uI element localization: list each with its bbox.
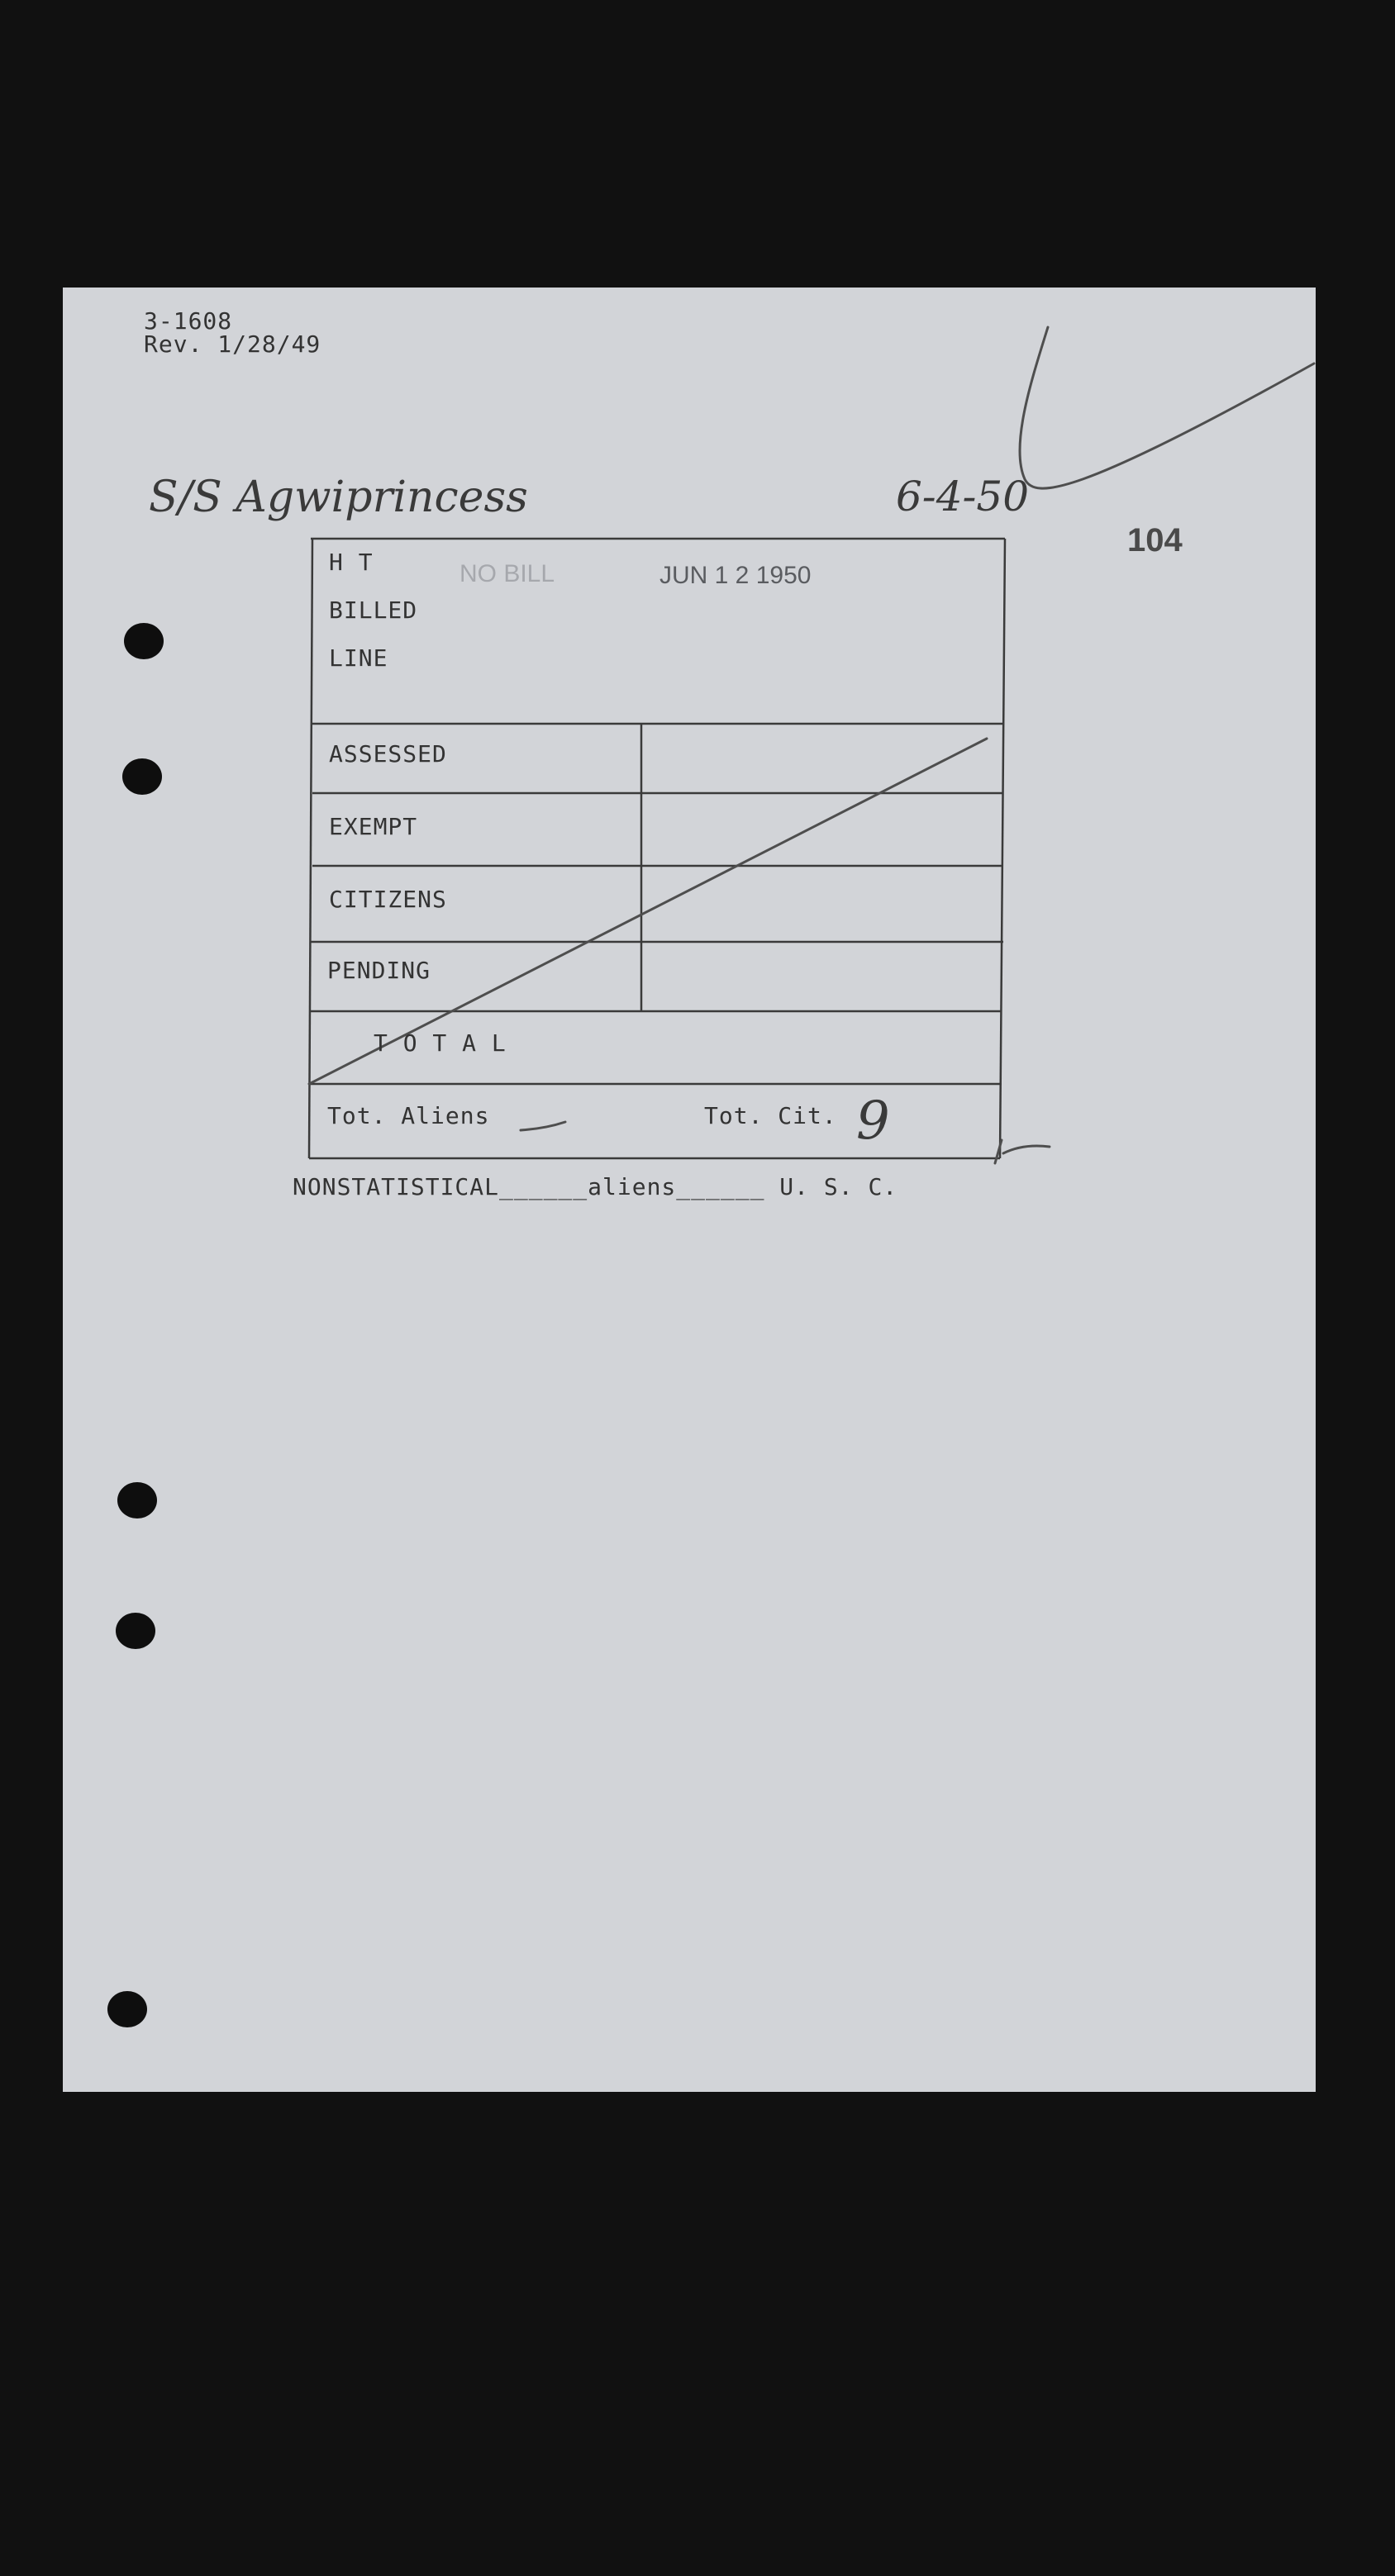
- tot-aliens-value: [522, 1112, 544, 1137]
- row-exempt: EXEMPT: [329, 813, 418, 840]
- sheet-number: 104: [1127, 522, 1183, 558]
- tot-aliens-label: Tot. Aliens: [327, 1102, 490, 1129]
- check-mark: [1020, 327, 1314, 488]
- row-assessed: ASSESSED: [329, 740, 447, 768]
- row-total: T O T A L: [374, 1029, 507, 1057]
- date-stamp: JUN 1 2 1950: [659, 562, 812, 589]
- ship-name: S/S Agwiprincess: [149, 473, 528, 522]
- tot-cit-value: 9: [856, 1091, 890, 1152]
- label-line: LINE: [329, 644, 388, 672]
- tot-cit-label: Tot. Cit.: [704, 1102, 837, 1129]
- row-pending: PENDING: [327, 957, 431, 984]
- entry-date: 6-4-50: [896, 473, 1030, 520]
- form-number: 3-1608: [144, 307, 233, 335]
- no-bill-stamp: NO BILL: [459, 560, 555, 587]
- label-billed: BILLED: [329, 596, 418, 624]
- initials-mark: [995, 1140, 1050, 1163]
- nonstatistical-line: NONSTATISTICAL______aliens______ U. S. C.: [293, 1173, 898, 1200]
- label-ht: H T: [329, 549, 374, 576]
- row-citizens: CITIZENS: [329, 886, 447, 913]
- form-revision: Rev. 1/28/49: [144, 330, 321, 358]
